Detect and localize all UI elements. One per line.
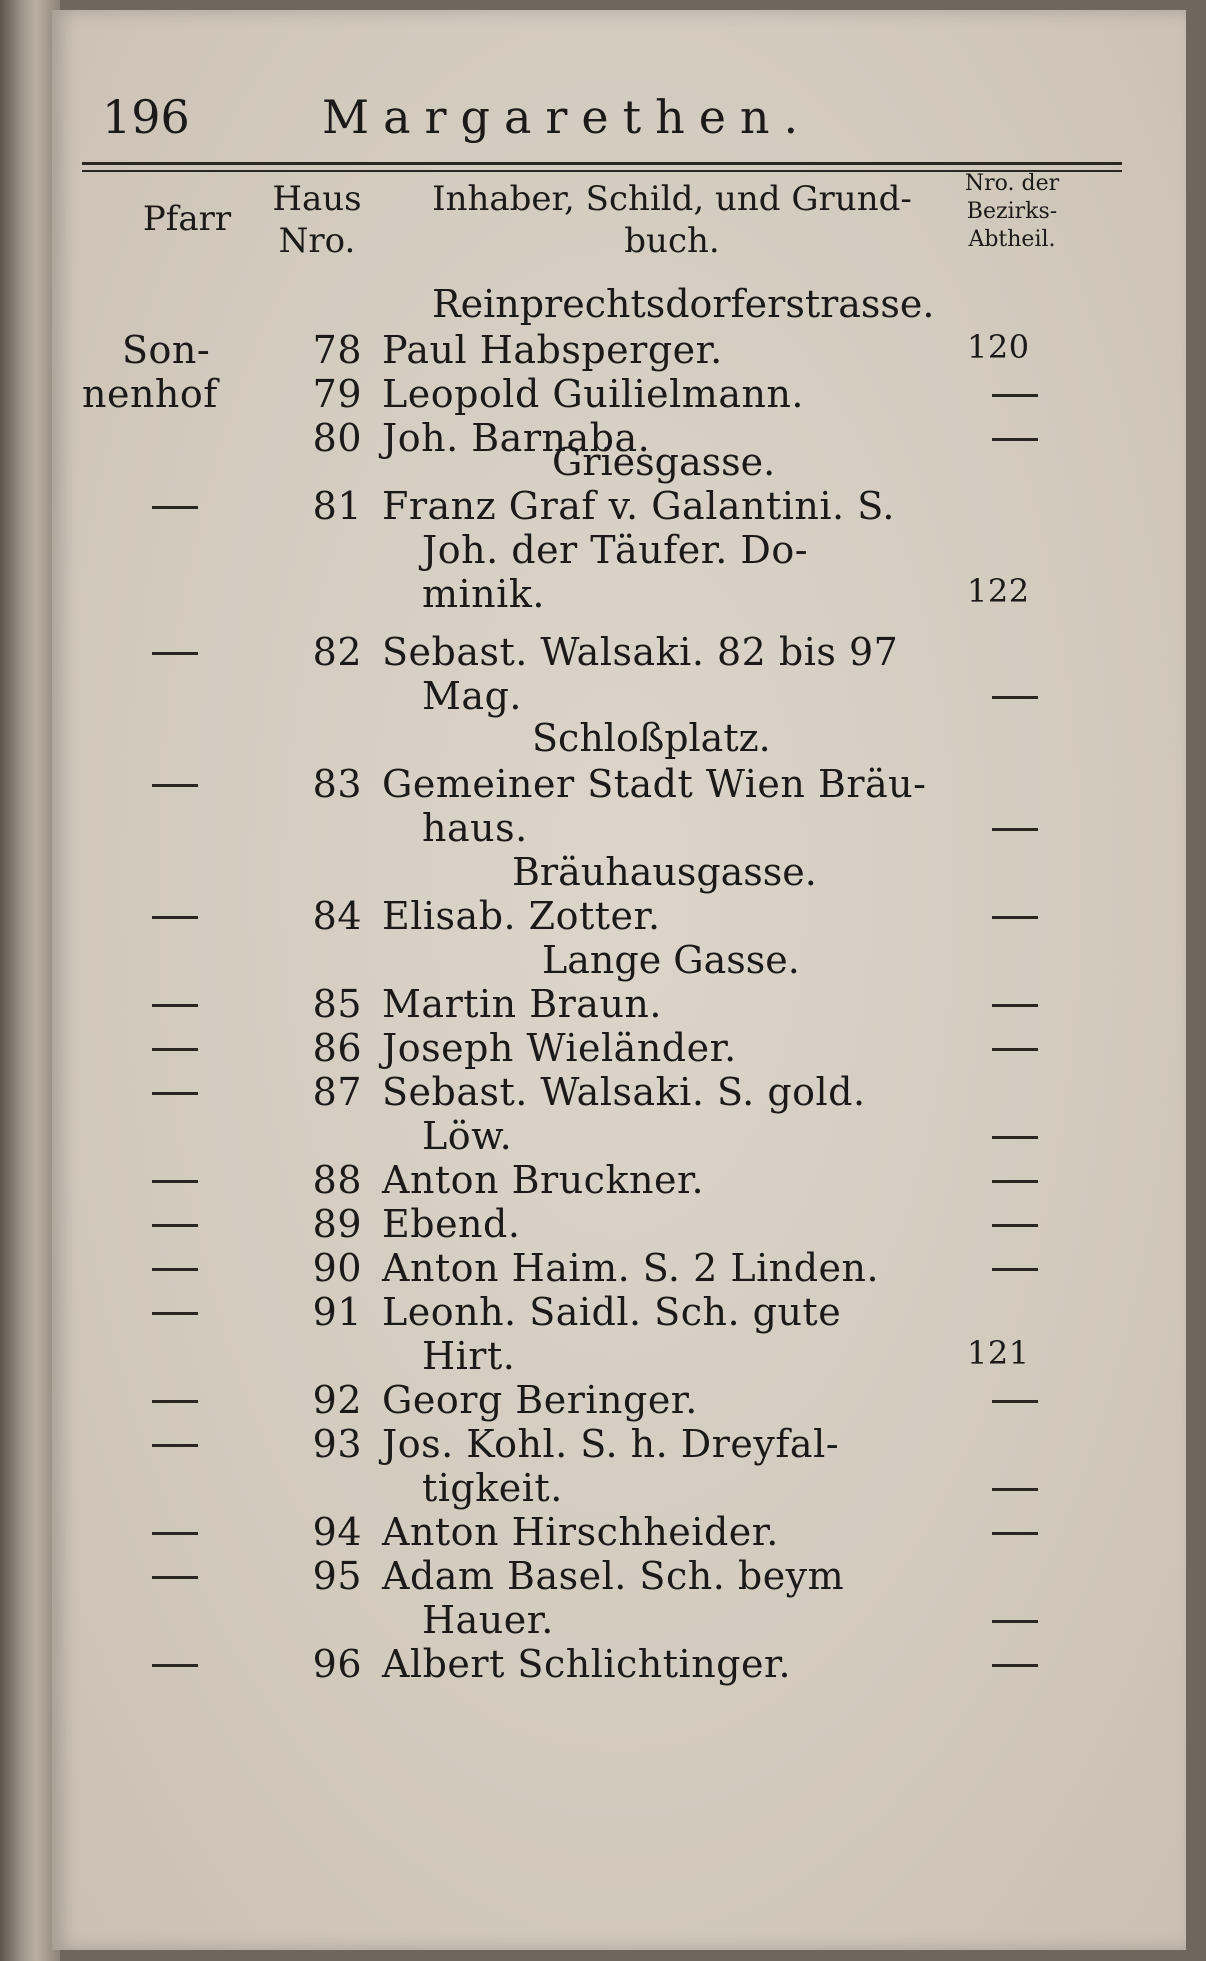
bezirk-number: 122 bbox=[967, 572, 1030, 610]
haus-number: 90 bbox=[312, 1246, 362, 1290]
bezirk-number: 120 bbox=[967, 328, 1030, 366]
page-title: Margarethen. bbox=[322, 90, 813, 144]
pfarr-label: nenhof bbox=[82, 372, 218, 416]
entry-text: Jos. Kohl. S. h. Dreyfal- bbox=[382, 1422, 840, 1466]
column-header-bezirk-3: Abtheil. bbox=[968, 227, 1056, 252]
entry-text: Leopold Guilielmann. bbox=[382, 372, 805, 416]
bezirk-ditto-mark bbox=[992, 1048, 1038, 1051]
column-header-haus-1: Haus bbox=[272, 179, 362, 219]
haus-number: 91 bbox=[312, 1290, 362, 1334]
entry-text: Gemeiner Stadt Wien Bräu- bbox=[382, 762, 927, 806]
entry-text: Albert Schlichtinger. bbox=[382, 1642, 792, 1686]
bezirk-ditto-mark bbox=[992, 828, 1038, 831]
header-rule bbox=[82, 162, 1122, 165]
bezirk-ditto-mark bbox=[992, 1004, 1038, 1007]
section-heading: Reinprechtsdorferstrasse. bbox=[432, 282, 935, 326]
section-heading: Griesgasse. bbox=[552, 440, 776, 484]
entry-text: Elisab. Zotter. bbox=[382, 894, 661, 938]
entry-text: Adam Basel. Sch. beym bbox=[382, 1554, 845, 1598]
bezirk-ditto-mark bbox=[992, 438, 1038, 441]
bezirk-ditto-mark bbox=[992, 696, 1038, 699]
entry-text: Mag. bbox=[422, 674, 522, 718]
pfarr-label: Son- bbox=[122, 328, 211, 372]
bezirk-ditto-mark bbox=[992, 1400, 1038, 1403]
entry-text: Joseph Wieländer. bbox=[382, 1026, 737, 1070]
pfarr-ditto-mark bbox=[152, 916, 198, 919]
entry-text: Anton Haim. S. 2 Linden. bbox=[382, 1246, 880, 1290]
bezirk-ditto-mark bbox=[992, 1532, 1038, 1535]
entry-text: Hirt. bbox=[422, 1334, 516, 1378]
section-heading: Schloßplatz. bbox=[532, 716, 771, 760]
haus-number: 85 bbox=[312, 982, 362, 1026]
column-header-inhaber-1: Inhaber, Schild, und Grund- bbox=[432, 179, 912, 219]
bezirk-ditto-mark bbox=[992, 394, 1038, 397]
entry-text: haus. bbox=[422, 806, 528, 850]
pfarr-ditto-mark bbox=[152, 1444, 198, 1447]
entry-text: Joh. der Täufer. Do- bbox=[422, 528, 809, 572]
pfarr-ditto-mark bbox=[152, 1576, 198, 1579]
pfarr-ditto-mark bbox=[152, 1004, 198, 1007]
bezirk-ditto-mark bbox=[992, 1620, 1038, 1623]
entry-text: Franz Graf v. Galantini. S. bbox=[382, 484, 895, 528]
haus-number: 88 bbox=[312, 1158, 362, 1202]
entry-text: Anton Bruckner. bbox=[382, 1158, 705, 1202]
entry-text: Martin Braun. bbox=[382, 982, 662, 1026]
haus-number: 87 bbox=[312, 1070, 362, 1114]
haus-number: 89 bbox=[312, 1202, 362, 1246]
column-header-inhaber-2: buch. bbox=[624, 221, 720, 261]
bezirk-number: 121 bbox=[967, 1334, 1030, 1372]
section-heading: Lange Gasse. bbox=[542, 938, 800, 982]
entry-text: Georg Beringer. bbox=[382, 1378, 698, 1422]
entry-text: Ebend. bbox=[382, 1202, 521, 1246]
entry-text: minik. bbox=[422, 572, 545, 616]
entry-text: Sebast. Walsaki. 82 bis 97 bbox=[382, 630, 899, 674]
haus-number: 86 bbox=[312, 1026, 362, 1070]
haus-number: 78 bbox=[312, 328, 362, 372]
column-header-haus-2: Nro. bbox=[278, 221, 356, 261]
pfarr-ditto-mark bbox=[152, 652, 198, 655]
entry-text: Joh. Barnaba. bbox=[382, 416, 651, 460]
haus-number: 96 bbox=[312, 1642, 362, 1686]
column-header-bezirk-1: Nro. der bbox=[964, 171, 1060, 196]
haus-number: 95 bbox=[312, 1554, 362, 1598]
entry-text: Paul Habsperger. bbox=[382, 328, 723, 372]
haus-number: 94 bbox=[312, 1510, 362, 1554]
pfarr-ditto-mark bbox=[152, 1048, 198, 1051]
pfarr-ditto-mark bbox=[152, 1268, 198, 1271]
haus-number: 82 bbox=[312, 630, 362, 674]
entry-text: Sebast. Walsaki. S. gold. bbox=[382, 1070, 866, 1114]
pfarr-ditto-mark bbox=[152, 1312, 198, 1315]
entry-text: tigkeit. bbox=[422, 1466, 563, 1510]
bezirk-ditto-mark bbox=[992, 1488, 1038, 1491]
entry-text: Hauer. bbox=[422, 1598, 554, 1642]
pfarr-ditto-mark bbox=[152, 1092, 198, 1095]
pfarr-ditto-mark bbox=[152, 1400, 198, 1403]
pfarr-ditto-mark bbox=[152, 1532, 198, 1535]
column-header-pfarr: Pfarr bbox=[142, 199, 232, 239]
pfarr-ditto-mark bbox=[152, 506, 198, 509]
bezirk-ditto-mark bbox=[992, 1224, 1038, 1227]
book-page bbox=[52, 10, 1186, 1950]
pfarr-ditto-mark bbox=[152, 1664, 198, 1667]
bezirk-ditto-mark bbox=[992, 1664, 1038, 1667]
entry-text: Anton Hirschheider. bbox=[382, 1510, 779, 1554]
book-edge bbox=[0, 0, 60, 1961]
haus-number: 83 bbox=[312, 762, 362, 806]
bezirk-ditto-mark bbox=[992, 1180, 1038, 1183]
haus-number: 80 bbox=[312, 416, 362, 460]
section-heading: Bräuhausgasse. bbox=[512, 850, 817, 894]
page-number: 196 bbox=[102, 90, 190, 144]
entry-text: Leonh. Saidl. Sch. gute bbox=[382, 1290, 842, 1334]
pfarr-ditto-mark bbox=[152, 1180, 198, 1183]
bezirk-ditto-mark bbox=[992, 1136, 1038, 1139]
haus-number: 81 bbox=[312, 484, 362, 528]
bezirk-ditto-mark bbox=[992, 916, 1038, 919]
haus-number: 92 bbox=[312, 1378, 362, 1422]
entry-text: Löw. bbox=[422, 1114, 513, 1158]
haus-number: 79 bbox=[312, 372, 362, 416]
haus-number: 84 bbox=[312, 894, 362, 938]
pfarr-ditto-mark bbox=[152, 784, 198, 787]
haus-number: 93 bbox=[312, 1422, 362, 1466]
column-header-bezirk-2: Bezirks- bbox=[966, 199, 1058, 224]
pfarr-ditto-mark bbox=[152, 1224, 198, 1227]
bezirk-ditto-mark bbox=[992, 1268, 1038, 1271]
